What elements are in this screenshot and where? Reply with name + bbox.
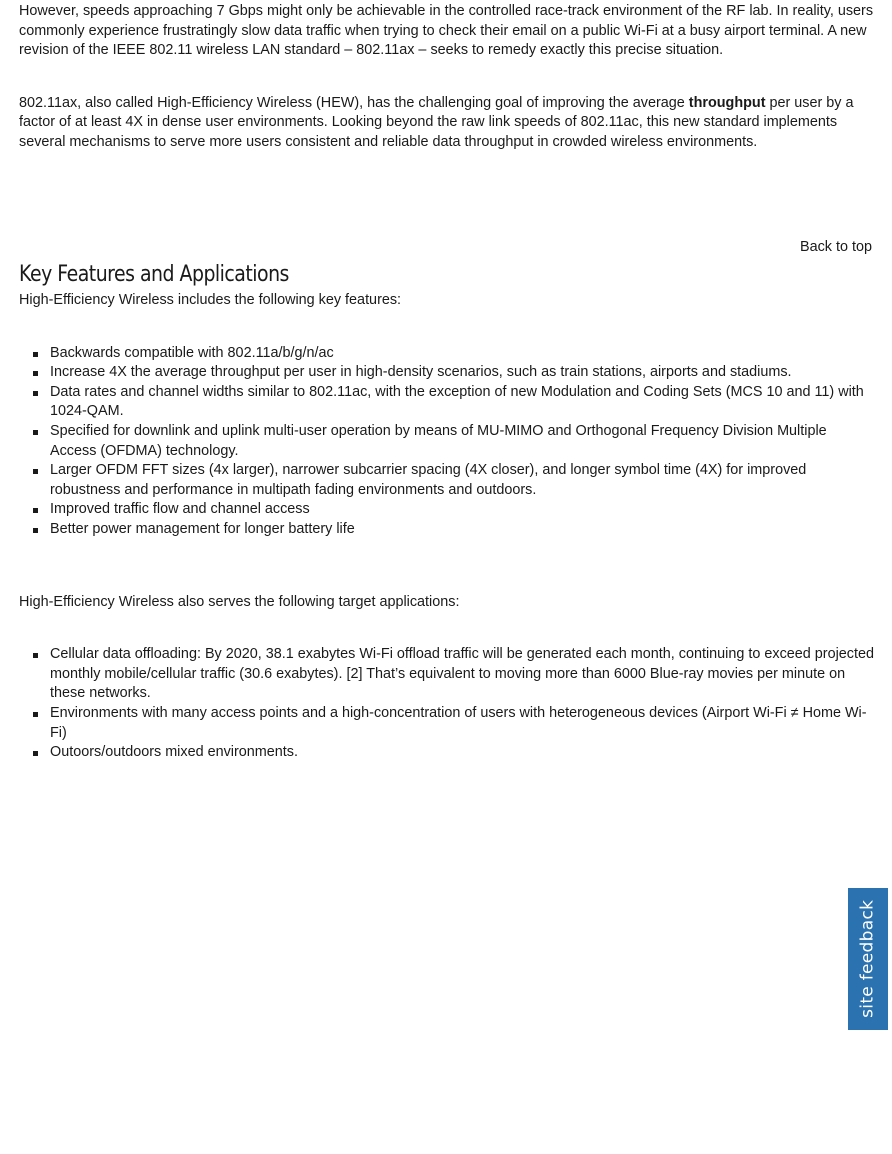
features-section (19, 291, 875, 763)
section-title: Key Features and Applications (19, 262, 289, 287)
applications-list (19, 645, 875, 763)
list-item: Increase 4X the average throughput per user in high-density scenarios, such as train stations, airports and stadiums. (19, 363, 875, 383)
list-item: Better power management for longer battery life (19, 520, 875, 540)
list-item: Data rates and channel widths similar to 802.11ac, with the exception of new Modulation and Coding Sets (MCS 10 and 11) with 1024-QAM. (19, 383, 875, 422)
intro-paragraph-2-start: 802.11ax, also called High-Efficiency Wireless (HEW), has the challenging goal of improving the average (19, 94, 689, 111)
list-item: Backwards compatible with 802.11a/b/g/n/ac (19, 344, 875, 364)
features-list (19, 344, 875, 540)
list-item: Specified for downlink and uplink multi-user operation by means of MU-MIMO and Orthogonal Frequency Division Multiple Access (OFDMA) technology. (19, 422, 875, 461)
intro-paragraph-1: However, speeds approaching 7 Gbps might only be achievable in the controlled race-track environment of the RF lab. In reality, users commonly experience frustratingly slow data traffic when trying to check their email on a public Wi-Fi at a busy airport terminal. A new revision of the IEEE 802.11 wireless LAN standard – 802.11ax – seeks to remedy exactly this precise situation. (19, 3, 874, 59)
list-item: Outoors/outdoors mixed environments. (19, 743, 875, 763)
site-feedback-button[interactable] (848, 888, 888, 1030)
intro-section (19, 2, 875, 153)
intro-paragraph-2 (19, 94, 875, 153)
features-intro: High-Efficiency Wireless includes the following key features: (19, 292, 402, 308)
list-item: Environments with many access points and a high-concentration of users with heterogeneous devices (Airport Wi-Fi ≠ Home Wi-Fi) (19, 704, 875, 743)
throughput-bold: throughput (688, 94, 766, 111)
site-feedback-label: site feedback (857, 899, 878, 1019)
back-to-top-link[interactable]: Back to top (800, 239, 872, 255)
list-item: Cellular data offloading: By 2020, 38.1 exabytes Wi-Fi offload traffic will be generated each month, continuing to exceed projected monthly mobile/cellular traffic (30.6 exabytes). [2] That’s equivalent to moving more than 6000 Blue-ray movies per minute on these networks. (19, 645, 875, 704)
list-item: Larger OFDM FFT sizes (4x larger), narrower subcarrier spacing (4X closer), and longer symbol time (4X) for improved robustness and performance in multipath fading environments and outdoors. (19, 461, 875, 500)
intro-paragraph-2-end: per user by a factor of at least 4X in dense user environments. Looking beyond the raw link speeds of 802.11ac, this new standard implements several mechanisms to serve more users consistent and reliable data throughput in crowded wireless environments. (19, 94, 854, 150)
applications-intro: High-Efficiency Wireless also serves the following target applications: (19, 593, 460, 610)
list-item: Improved traffic flow and channel access (19, 500, 875, 520)
